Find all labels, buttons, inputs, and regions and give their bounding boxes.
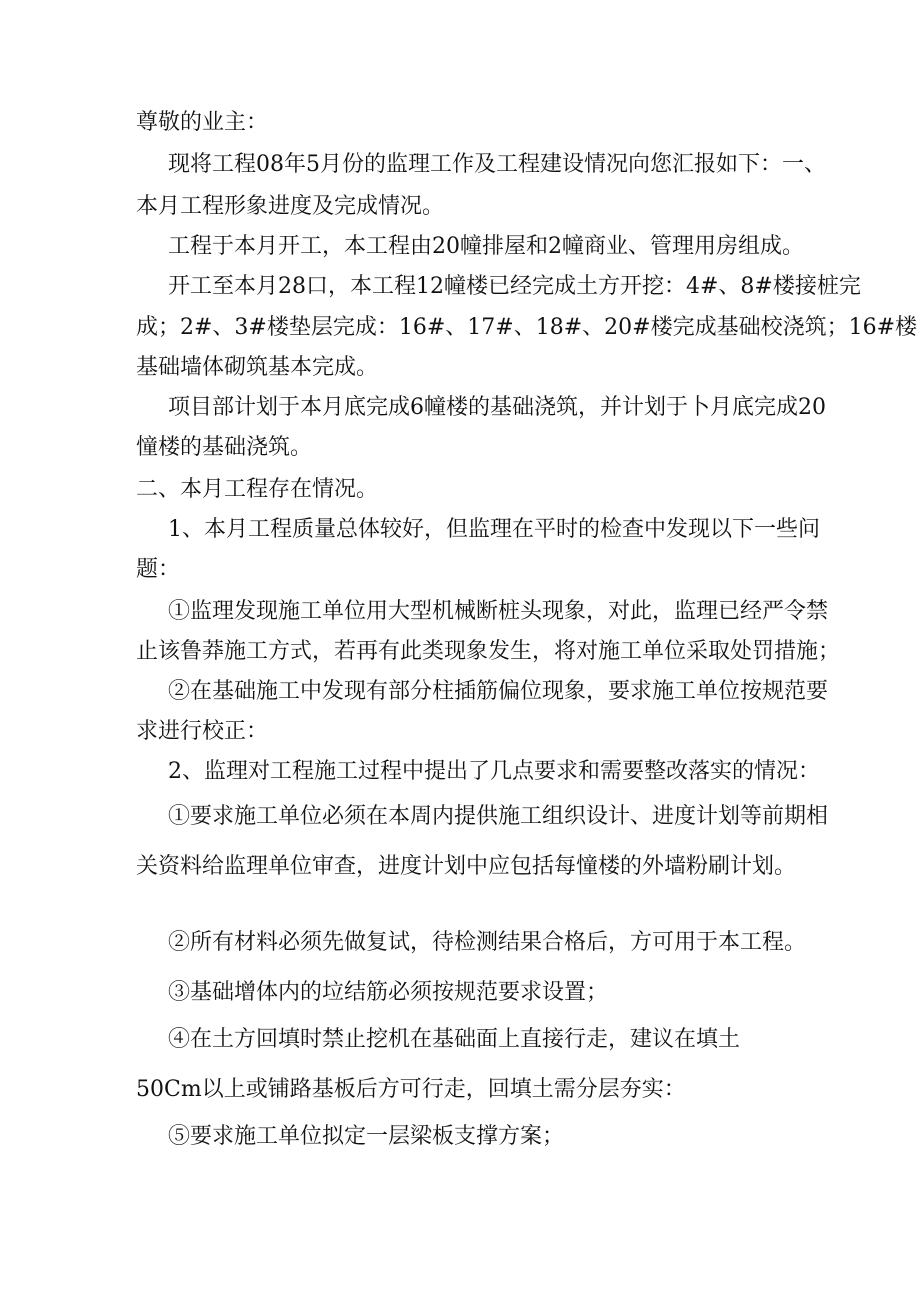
- text-line: 止该鲁莽施工方式，若再有此类现象发生，将对施工单位采取处罚措施；: [136, 639, 841, 664]
- text-line: ①监理发现施工单位用大型机械断桩头现象，对此，监理已经严令禁: [168, 599, 829, 624]
- section-heading: 二、本月工程存在情况。: [136, 477, 379, 502]
- text-line: 求进行校正：: [136, 719, 269, 744]
- text-line: 开工至本月28口，本工程12幢楼已经完成土方开挖：4#、8#楼接桩完: [168, 274, 861, 299]
- text-line: 本月工程形象进度及完成情况。: [136, 194, 445, 219]
- text-line: 2、监理对工程施工过程中提出了几点要求和需要整改落实的情况：: [168, 759, 820, 784]
- text-line: 现将工程08年5月份的监理工作及工程建设情况向您汇报如下：一、: [168, 152, 826, 177]
- text-line: ①要求施工单位必须在本周内提供施工组织设计、进度计划等前期相: [168, 804, 829, 829]
- text-line: 题：: [136, 557, 181, 582]
- text-line: ③基础增体内的垃结筋必须按规范要求设置；: [168, 980, 609, 1005]
- text-line: ②所有材料必须先做复试，待检测结果合格后，方可用于本工程。: [168, 930, 807, 955]
- text-line: 憧楼的基础浇筑。: [136, 435, 313, 460]
- text-line: 项目部计划于本月底完成6幢楼的基础浇筑，并计划于卜月底完成20: [168, 395, 826, 420]
- text-line: ②在基础施工中发现有部分柱插筋偏位现象，要求施工单位按规范要: [168, 679, 829, 704]
- text-line: 50Cm以上或铺路基板后方可行走，回填土需分层夯实：: [136, 1077, 686, 1102]
- text-line: ⑤要求施工单位拟定一层梁板支撑方案；: [168, 1124, 565, 1149]
- text-line: 关资料给监理单位审查，进度计划中应包括每憧楼的外墙粉刷计划。: [136, 854, 797, 879]
- text-line: 基础墙体砌筑基本完成。: [136, 355, 379, 380]
- text-line: 工程于本月开工，本工程由20幢排屋和2幢商业、管理用房组成。: [168, 234, 804, 259]
- text-line: ④在土方回填时禁止挖机在基础面上直接行走，建议在填土: [168, 1027, 741, 1052]
- text-line: 1、本月工程质量总体较好，但监理在平时的检查中发现以下一些问: [168, 517, 820, 542]
- text-line: 成；2#、3#楼垫层完成：16#、17#、18#、20#楼完成基础校浇筑；16#楼: [136, 315, 918, 340]
- salutation: 尊敬的业主：: [136, 110, 269, 135]
